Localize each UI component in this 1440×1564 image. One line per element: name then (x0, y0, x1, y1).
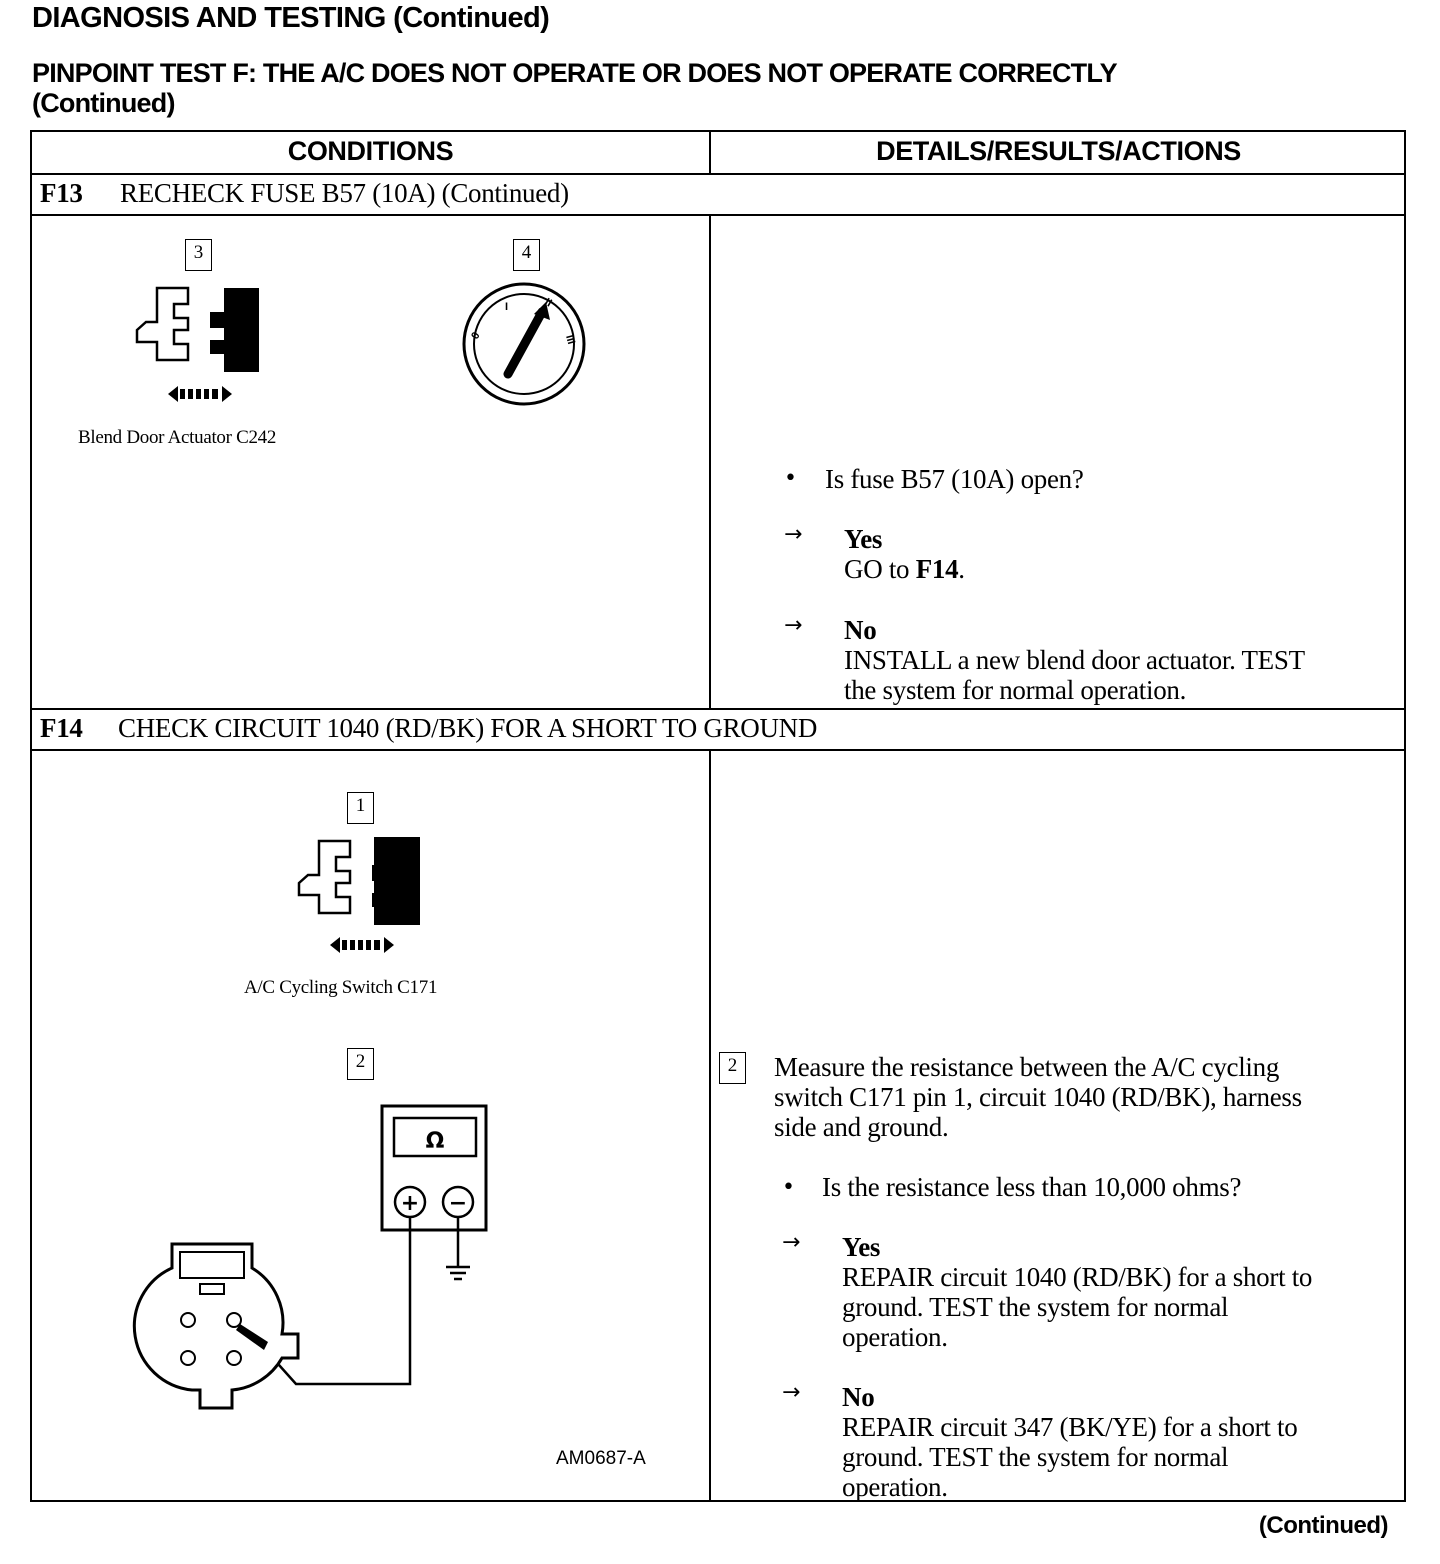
pinpoint-test-title-line1: PINPOINT TEST F: THE A/C DOES NOT OPERATE OR DOES NOT OPERATE CORRECTLY (32, 58, 1117, 88)
yes-action-line: ground. TEST the system for normal (842, 1292, 1229, 1322)
step-id: F13 (40, 178, 83, 208)
f14-title-divider (32, 749, 1404, 751)
connector-disconnect-icon (132, 282, 262, 412)
f13-yes-label: Yes (844, 524, 883, 554)
meter-minus-terminal: − (448, 1191, 468, 1216)
step-f13-heading (40, 178, 569, 209)
f14-no-action (842, 1412, 1297, 1502)
f14-question: Is the resistance less than 10,000 ohms? (822, 1172, 1242, 1202)
ignition-mark-2: II (542, 296, 554, 310)
blend-door-actuator-caption: Blend Door Actuator C242 (78, 427, 277, 448)
f13-no-action (844, 645, 1305, 705)
no-action-line: the system for normal operation. (844, 675, 1187, 705)
f14-measure-instruction (774, 1052, 1302, 1142)
step-number-box: 2 (347, 1048, 374, 1080)
step-number-box: 3 (185, 239, 212, 271)
ohmmeter-test-diagram (132, 1102, 512, 1422)
goto-step-link[interactable]: F14 (915, 554, 959, 584)
f14-no-label: No (842, 1382, 875, 1412)
step-number-box: 1 (347, 792, 374, 824)
instruction-line: switch C171 pin 1, circuit 1040 (RD/BK), harness (774, 1082, 1302, 1112)
page-title: DIAGNOSIS AND TESTING (Continued) (32, 2, 550, 34)
arrow-icon: → (784, 613, 803, 638)
pinpoint-test-title-line2: (Continued) (32, 88, 175, 118)
column-divider (709, 132, 711, 1500)
ignition-mark-3: III (563, 333, 578, 346)
arrow-icon: → (782, 1230, 801, 1255)
f13-yes-action (844, 554, 965, 584)
yes-action-prefix: GO to (844, 554, 916, 584)
f14-yes-action (842, 1262, 1312, 1352)
f13-no-label: No (844, 615, 877, 645)
pinpoint-test-title (32, 58, 1117, 118)
figure-id: AM0687-A (556, 1448, 646, 1469)
yes-action-line: operation. (842, 1322, 948, 1352)
ohm-symbol: Ω (425, 1129, 445, 1154)
yes-action-line: REPAIR circuit 1040 (RD/BK) for a short to (842, 1262, 1313, 1292)
arrow-icon: → (782, 1380, 801, 1405)
bullet-glyph: • (782, 1175, 795, 1200)
ignition-mark-1: I (505, 301, 509, 313)
step-f14-heading (40, 713, 817, 744)
instruction-line: Measure the resistance between the A/C cycling (774, 1052, 1280, 1082)
no-action-line: ground. TEST the system for normal (842, 1442, 1229, 1472)
step-title: CHECK CIRCUIT 1040 (RD/BK) FOR A SHORT TO GROUND (118, 713, 818, 743)
ac-cycling-switch-caption: A/C Cycling Switch C171 (244, 977, 438, 998)
f13-question: Is fuse B57 (10A) open? (825, 464, 1084, 494)
pinpoint-test-table (30, 130, 1406, 1502)
details-column-header: DETAILS/RESULTS/ACTIONS (876, 136, 1241, 166)
ignition-mark-0: 0 (469, 330, 483, 342)
no-action-line: INSTALL a new blend door actuator. TEST (844, 645, 1305, 675)
ignition-switch-icon (462, 282, 592, 412)
continued-footer: (Continued) (1258, 1512, 1388, 1539)
step-id: F14 (40, 713, 83, 743)
conditions-column-header: CONDITIONS (287, 136, 454, 166)
no-action-line: operation. (842, 1472, 948, 1502)
arrow-icon: → (784, 522, 803, 547)
step-title: RECHECK FUSE B57 (10A) (Continued) (120, 178, 569, 208)
f13-title-divider (32, 214, 1404, 216)
f14-yes-label: Yes (842, 1232, 881, 1262)
bullet-glyph: • (784, 466, 797, 491)
step-number-box: 2 (719, 1052, 746, 1084)
instruction-line: side and ground. (774, 1112, 949, 1142)
step-number-box: 4 (513, 239, 540, 271)
connector-disconnect-icon (294, 835, 424, 965)
yes-action-suffix: . (958, 554, 965, 584)
no-action-line: REPAIR circuit 347 (BK/YE) for a short to (842, 1412, 1298, 1442)
meter-plus-terminal: + (400, 1191, 420, 1216)
